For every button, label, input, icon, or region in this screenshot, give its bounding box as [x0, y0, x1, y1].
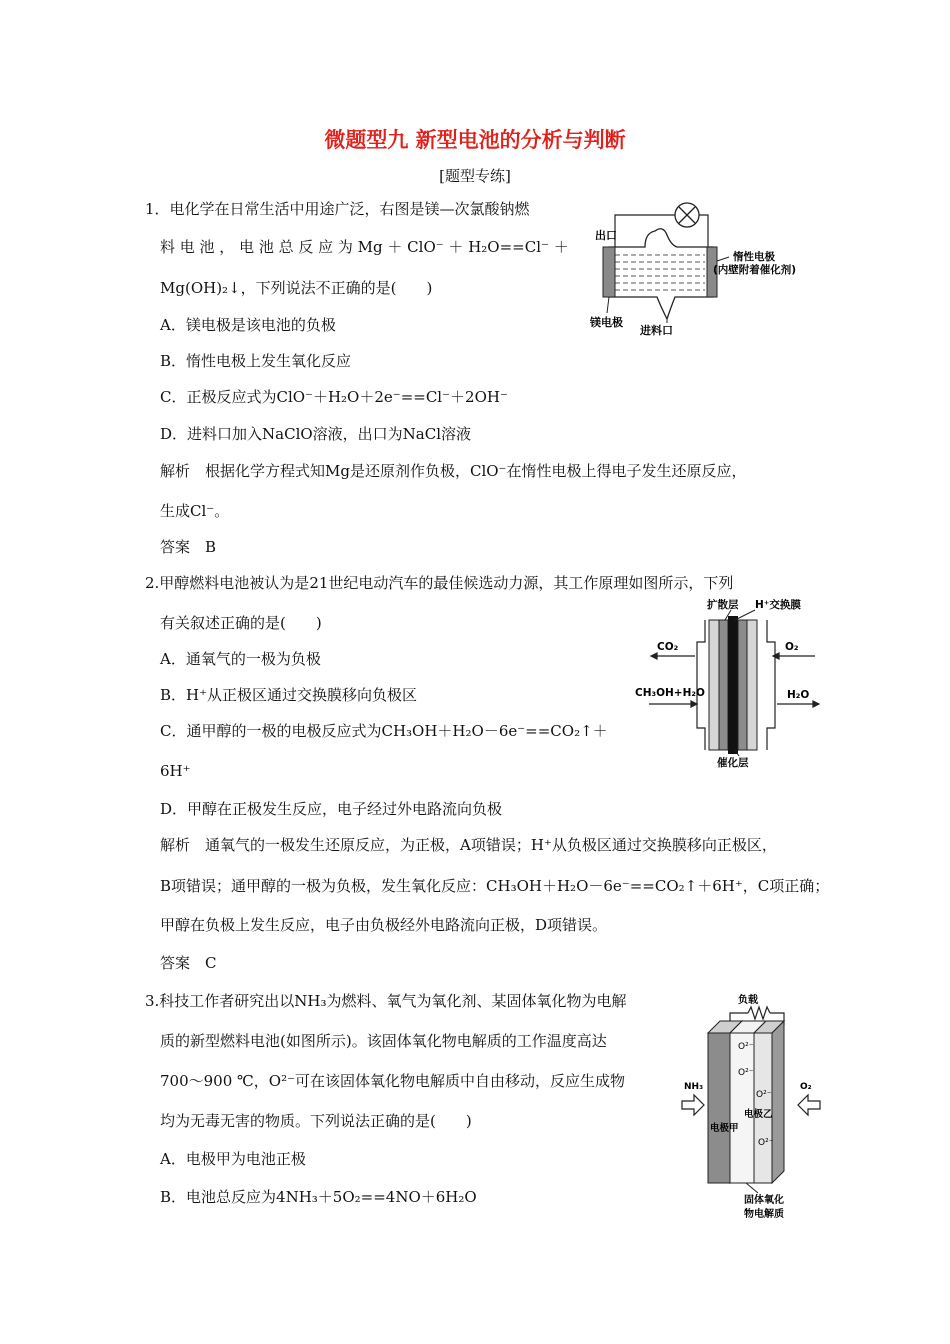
- load-resistor-icon: [748, 1007, 770, 1019]
- q1-option-a: A．镁电极是该电池的负极: [160, 316, 336, 334]
- q3-option-b: B．电池总反应为4NH₃＋5O₂==4NO＋6H₂O: [160, 1188, 477, 1206]
- water-label: H₂O: [787, 689, 810, 701]
- q2-option-c: C．通甲醇的一极的电极反应式为CH₃OH＋H₂O－6e⁻==CO₂↑＋: [160, 722, 608, 740]
- q3-figure: [680, 985, 825, 1220]
- outlet-label: 出口: [595, 229, 617, 242]
- oxide-ion-label: O²⁻: [756, 1090, 772, 1100]
- page-title: 微题型九 新型电池的分析与判断: [324, 128, 626, 152]
- q1-stem-line1: 1．电化学在日常生活中用途广泛，右图是镁—次氯酸钠燃: [145, 200, 530, 218]
- exchange-membrane: [728, 616, 738, 754]
- q1-option-b: B．惰性电极上发生氧化反应: [160, 352, 352, 370]
- electrode-b: [754, 1033, 772, 1183]
- electrode-a: [708, 1033, 730, 1183]
- q1-answer: 答案 B: [160, 538, 217, 556]
- q1-stem-line2: 料 电 池 ， 电 池 总 反 应 为 Mg ＋ ClO⁻ ＋ H₂O==Cl⁻ ＋: [160, 238, 569, 256]
- mg-electrode-label: 镁电极: [590, 316, 623, 329]
- q2-option-d: D．甲醇在正极发生反应，电子经过外电路流向负极: [160, 800, 503, 818]
- q3-stem-line3: 700～900 ℃，O²⁻可在该固体氧化物电解质中自由移动，反应生成物: [160, 1072, 626, 1090]
- q3-option-a: A．电极甲为电池正极: [160, 1150, 306, 1168]
- q2-option-b: B．H⁺从正极区通过交换膜移向负极区: [160, 686, 418, 704]
- electrode-b-label: 电极乙: [744, 1109, 773, 1120]
- q3-stem-line1: 3.科技工作者研究出以NH₃为燃料、氧气为氧化剂、某固体氧化物为电解: [145, 992, 627, 1010]
- electrode-a-label: 电极甲: [710, 1123, 739, 1134]
- inert-electrode-label: 惰性电极: [733, 251, 775, 263]
- inert-electrode-note: (内壁附着催化剂): [713, 264, 797, 276]
- q3-stem-line2: 质的新型燃料电池(如图所示)。该固体氧化物电解质的工作温度高达: [160, 1032, 607, 1050]
- catalyst-layer-label: 催化层: [717, 757, 749, 769]
- q2-analysis-line1: 解析 通氧气的一极发生还原反应，为正极，A项错误；H⁺从负极区通过交换膜移向正极区，: [160, 836, 777, 854]
- load-label: 负载: [738, 995, 758, 1006]
- q2-stem-line2: 有关叙述正确的是( ): [160, 614, 322, 632]
- methanol-label: CH₃OH+H₂O: [635, 687, 705, 699]
- section-subtitle: [题型专练]: [439, 167, 511, 185]
- q1-analysis-line2: 生成Cl⁻。: [160, 502, 230, 520]
- mg-electrode: [603, 247, 615, 297]
- q2-option-a: A．通氧气的一极为负极: [160, 650, 321, 668]
- q1-analysis-line1: 解析 根据化学方程式知Mg是还原剂作负极，ClO⁻在惰性电极上得电子发生还原反应，: [160, 462, 747, 480]
- q1-option-d: D．进料口加入NaClO溶液，出口为NaCl溶液: [160, 425, 472, 443]
- oxide-ion-label: O²⁻: [738, 1042, 754, 1052]
- q3-stem-line4: 均为无毒无害的物质。下列说法正确的是( ): [160, 1112, 472, 1130]
- solid-electrolyte: [730, 1033, 754, 1183]
- diffusion-layer-label: 扩散层: [707, 599, 739, 611]
- q2-analysis-line2: B项错误；通甲醇的一极为负极，发生氧化反应：CH₃OH＋H₂O－6e⁻==CO₂↑＋6H⁺，C项正确；: [160, 877, 830, 895]
- oxide-ion-label: O²⁻: [738, 1068, 754, 1078]
- o2-label: O₂: [785, 641, 799, 653]
- q2-stem-line1: 2.甲醇燃料电池被认为是21世纪电动汽车的最佳候选动力源，其工作原理如图所示，下列: [145, 574, 734, 592]
- q1-stem-line3: Mg(OH)₂↓，下列说法不正确的是( ): [160, 279, 433, 297]
- oxide-ion-label: O²⁻: [758, 1138, 774, 1148]
- q2-answer: 答案 C: [160, 954, 217, 972]
- q2-option-c-cont: 6H⁺: [160, 762, 191, 780]
- electrolyte-label-line2: 物电解质: [744, 1209, 784, 1220]
- nh3-label: NH₃: [684, 1082, 704, 1092]
- q1-option-c: C．正极反应式为ClO⁻＋H₂O＋2e⁻==Cl⁻＋2OH⁻: [160, 388, 508, 406]
- q2-figure: [635, 598, 820, 770]
- membrane-label: H⁺交换膜: [755, 599, 801, 611]
- q1-figure: [585, 195, 815, 340]
- q2-analysis-line3: 甲醇在负极上发生反应，电子由负极经外电路流向正极，D项错误。: [160, 916, 608, 934]
- inlet-label: 进料口: [640, 324, 673, 337]
- o2-label: O₂: [800, 1082, 812, 1092]
- co2-label: CO₂: [657, 641, 679, 653]
- electrolyte-label-line1: 固体氧化: [744, 1195, 784, 1206]
